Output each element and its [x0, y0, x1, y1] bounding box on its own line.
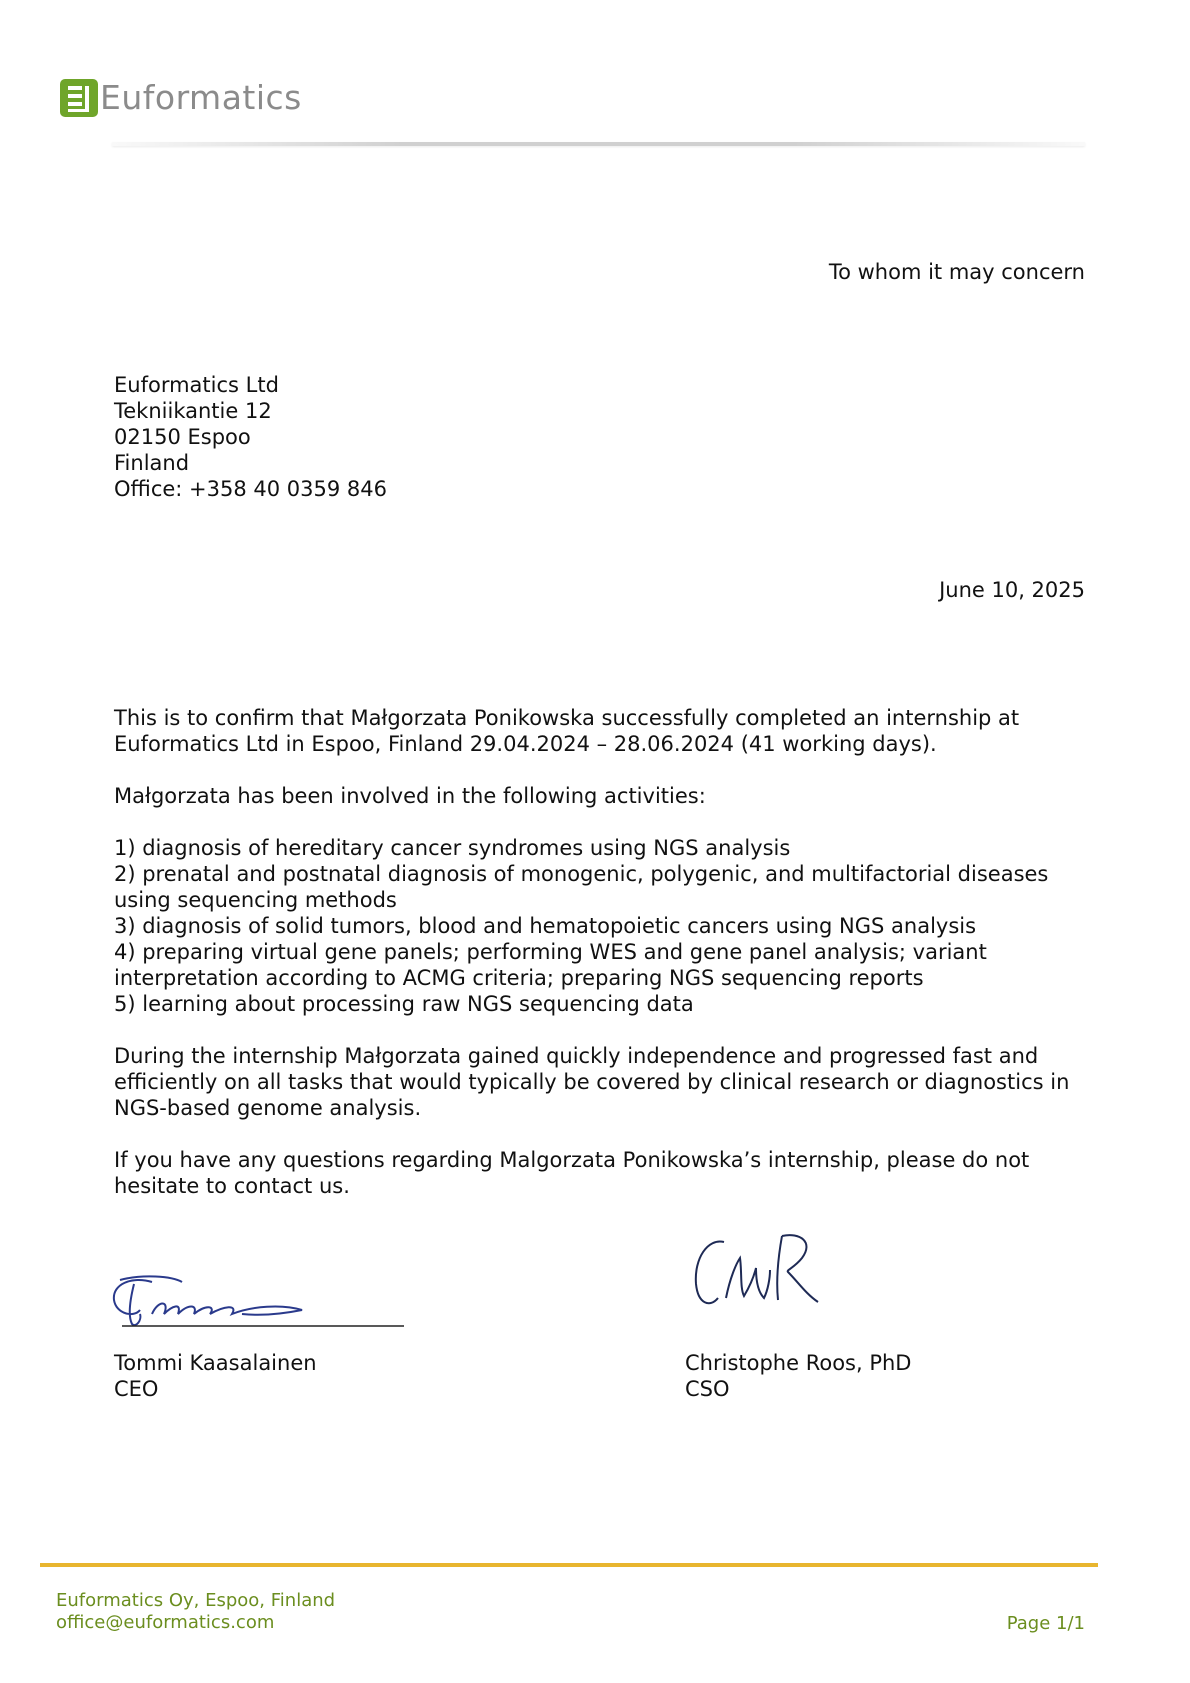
paragraph-line: Euformatics Ltd in Espoo, Finland 29.04.2024 – 28.06.2024 (41 working days).: [114, 732, 937, 756]
address-line: Finland: [114, 451, 190, 475]
list-item: 1) diagnosis of hereditary cancer syndromes using NGS analysis: [114, 836, 791, 860]
confirmation-paragraph: [114, 705, 1084, 757]
paragraph-line: If you have any questions regarding Malgorzata Ponikowska’s internship, please do not: [114, 1148, 1030, 1172]
ceo-signer-block: [114, 1350, 317, 1402]
list-item: 4) preparing virtual gene panels; performing WES and gene panel analysis; variant: [114, 940, 987, 964]
signer-name: Christophe Roos, PhD: [685, 1351, 912, 1375]
list-item: interpretation according to ACMG criteria; preparing NGS sequencing reports: [114, 966, 924, 990]
paragraph-line: efficiently on all tasks that would typically be covered by clinical research or diagnostics in: [114, 1070, 1070, 1094]
footer-company-line: Euformatics Oy, Espoo, Finland: [56, 1590, 336, 1611]
activities-list: [114, 835, 1084, 1017]
list-item: 3) diagnosis of solid tumors, blood and hematopoietic cancers using NGS analysis: [114, 914, 977, 938]
letter-body: [114, 705, 1084, 1225]
company-logo: [60, 79, 302, 117]
paragraph-line: This is to confirm that Małgorzata Ponikowska successfully completed an internship at: [114, 706, 1020, 730]
logo-wordmark: Euformatics: [100, 78, 302, 117]
page-number: Page 1/1: [1006, 1613, 1085, 1634]
letter-date: June 10, 2025: [939, 578, 1085, 602]
footer-email: office@euformatics.com: [56, 1612, 275, 1633]
signer-title: CSO: [685, 1377, 730, 1401]
performance-paragraph: [114, 1043, 1084, 1121]
sender-address: [114, 372, 387, 502]
paragraph-line: NGS-based genome analysis.: [114, 1096, 422, 1120]
paragraph-line: During the internship Małgorzata gained quickly independence and progressed fast and: [114, 1044, 1039, 1068]
recipient-line: To whom it may concern: [828, 260, 1085, 284]
signer-name: Tommi Kaasalainen: [114, 1351, 317, 1375]
address-line: 02150 Espoo: [114, 425, 251, 449]
list-item: 5) learning about processing raw NGS sequencing data: [114, 992, 694, 1016]
cso-signature: [690, 1228, 830, 1318]
ceo-signature: [112, 1270, 404, 1330]
address-line: Euformatics Ltd: [114, 373, 279, 397]
address-line: Tekniikantie 12: [114, 399, 272, 423]
footer-company-info: [56, 1590, 335, 1634]
footer-divider: [40, 1563, 1098, 1567]
address-line: Office: +358 40 0359 846: [114, 477, 387, 501]
cso-signer-block: [685, 1350, 911, 1402]
paragraph-line: hesitate to contact us.: [114, 1174, 350, 1198]
activities-intro: Małgorzata has been involved in the following activities:: [114, 784, 706, 808]
list-item: 2) prenatal and postnatal diagnosis of monogenic, polygenic, and multifactorial diseases: [114, 862, 1049, 886]
header-divider: [112, 142, 1085, 146]
list-item: using sequencing methods: [114, 888, 397, 912]
euformatics-logo-icon: [60, 79, 98, 117]
contact-paragraph: [114, 1147, 1084, 1199]
signer-title: CEO: [114, 1377, 159, 1401]
